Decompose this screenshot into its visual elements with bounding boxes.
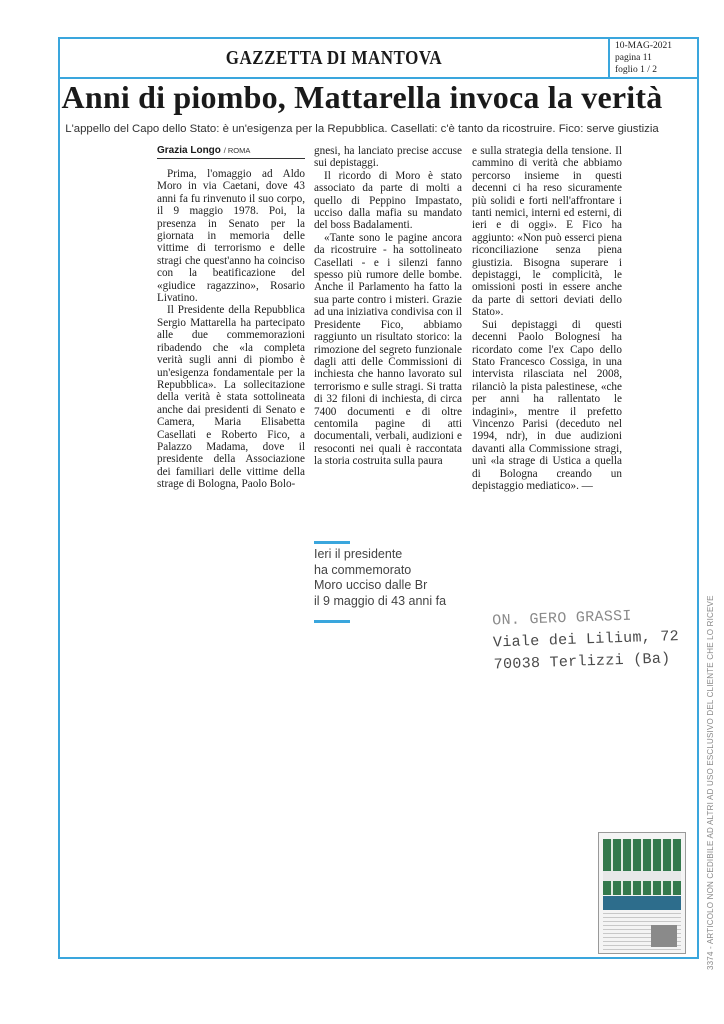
paragraph: Il Presidente della Repubblica Sergio Mattarella ha partecipato alle due commemorazioni ribadendo che «la completa verità sugli anni di piombo è un'esigenza fondamentale per la Repubblica». La sollecitazione della verità è stata sottolineata anche dai presidenti di Senato e Camera, Maria Elisabetta Casellati e Roberto Fico, a Palazzo Madama, dove il presidente della Associazione dei familiari delle vittime della strage di Bologna, Paolo Bolo- bbox=[157, 304, 305, 491]
copyright-note: 3374 - ARTICOLO NON CEDIBILE AD ALTRI AD USO ESCLUSIVO DEL CLIENTE CHE LO RICEVE bbox=[706, 595, 715, 970]
paragraph: Il ricordo di Moro è stato associato da parte di molti a quello di Peppino Impastato, ucciso dalla mafia su mandato del boss Badalamenti. bbox=[314, 169, 462, 232]
paragraph: gnesi, ha lanciato precise accuse sui depistaggi. bbox=[314, 145, 462, 170]
thumbnail-banner bbox=[603, 896, 681, 910]
newspaper-name: GAZZETTA DI MANTOVA bbox=[225, 46, 443, 69]
byline bbox=[157, 145, 305, 159]
paragraph: Prima, l'omaggio ad Aldo Moro in via Caetani, dove 43 anni fa fu rinvenuto il suo corpo, il 9 maggio 1978. Poi, la presenza in Senato per la giornata in memoria delle vittime di terrorismo e delle stragi che quest'anno ha coinciso con la beatificazione del «giudice ragazzino», Rosario Livatino. bbox=[157, 168, 305, 305]
paragraph: e sulla strategia della tensione. Il cammino di verità che abbiamo percorso insieme in questi decenni ci ha reso sicuramente più solidi e forti nell'affrontare i tanti nemici, interni ed esterni, di ieri e di oggi». E Fico ha aggiunto: «Non può esserci piena riconciliazione senza piena giustizia. Bisogna superare i depistaggi, le complicità, le omissioni posti in essere anche da parte di settori deviati dello Stato». bbox=[472, 145, 622, 319]
article-headline: Anni di piombo, Mattarella invoca la verità bbox=[61, 79, 663, 115]
article-column-3 bbox=[472, 145, 622, 492]
page-thumbnail bbox=[598, 832, 686, 954]
address-stamp bbox=[492, 604, 694, 677]
paragraph: Sui depistaggi di questi decenni Paolo Bolognesi ha ricordato come l'ex Capo dello Stato Francesco Cossiga, in una intervista rilasciata nel 2008, rilanciò la pista palestinese, «che per anni ha rallentato le indagini», mentre il prefetto Vincenzo Parisi (deceduto nel 1994, ndr), in due audizioni davanti alla Commissione stragi, unì «la strage di Ustica a quella di Bologna creando un depistaggio mediatico». — bbox=[472, 318, 622, 492]
stamp-city: 70038 Terlizzi (Ba) bbox=[493, 650, 671, 674]
pullquote bbox=[314, 547, 474, 609]
publication-date: 10-MAG-2021 bbox=[615, 41, 672, 51]
article-column-1 bbox=[157, 168, 305, 491]
pullquote-line: il 9 maggio di 43 anni fa bbox=[314, 593, 447, 608]
masthead-row bbox=[60, 39, 697, 79]
pullquote-line: Moro ucciso dalle Br bbox=[314, 578, 428, 592]
stamp-name: ON. GERO GRASSI bbox=[491, 607, 633, 630]
sheet-number: foglio 1 / 2 bbox=[615, 65, 657, 75]
thumbnail-columns bbox=[603, 839, 681, 895]
page-number: pagina 11 bbox=[615, 53, 652, 63]
pullquote-rule-top bbox=[314, 541, 350, 544]
stamp-street: Viale dei Lilium, 72 bbox=[492, 628, 680, 652]
paragraph: «Tante sono le pagine ancora da ricostruire - ha sottolineato Casellati - e i silenzi fanno spesso più rumore delle bombe. Anche il Parlamento ha fatto la sua parte contro i misteri. Grazie ad una iniziativa condivisa con il Presidente Fico, abbiamo raggiunto un risultato storico: la rimozione del segreto funzionale dagli atti delle Commissioni di inchiesta che hanno lavorato sul terrorismo e sulle stragi. Si tratta di 32 filoni di inchiesta, di circa 7400 documenti e di oltre centomila pagine di atti documentali, verbali, audizioni e resoconti nei quali è raccontata la storia costruita sulla paura bbox=[314, 231, 462, 468]
pullquote-rule-bottom bbox=[314, 620, 350, 623]
article-subhead: L'appello del Capo dello Stato: è un'esigenza per la Repubblica. Casellati: c'è tanto da ricostruire. Fico: serve giustizia bbox=[65, 123, 659, 135]
thumbnail-strip bbox=[603, 871, 681, 881]
author-name: Grazia Longo bbox=[157, 145, 221, 156]
article-column-2 bbox=[314, 145, 462, 468]
pullquote-line: Ieri il presidente bbox=[314, 547, 403, 561]
thumbnail-photo bbox=[651, 925, 677, 947]
pullquote-line: ha commemorato bbox=[314, 562, 412, 577]
dateline: / ROMA bbox=[223, 146, 251, 155]
publication-info bbox=[608, 39, 697, 77]
